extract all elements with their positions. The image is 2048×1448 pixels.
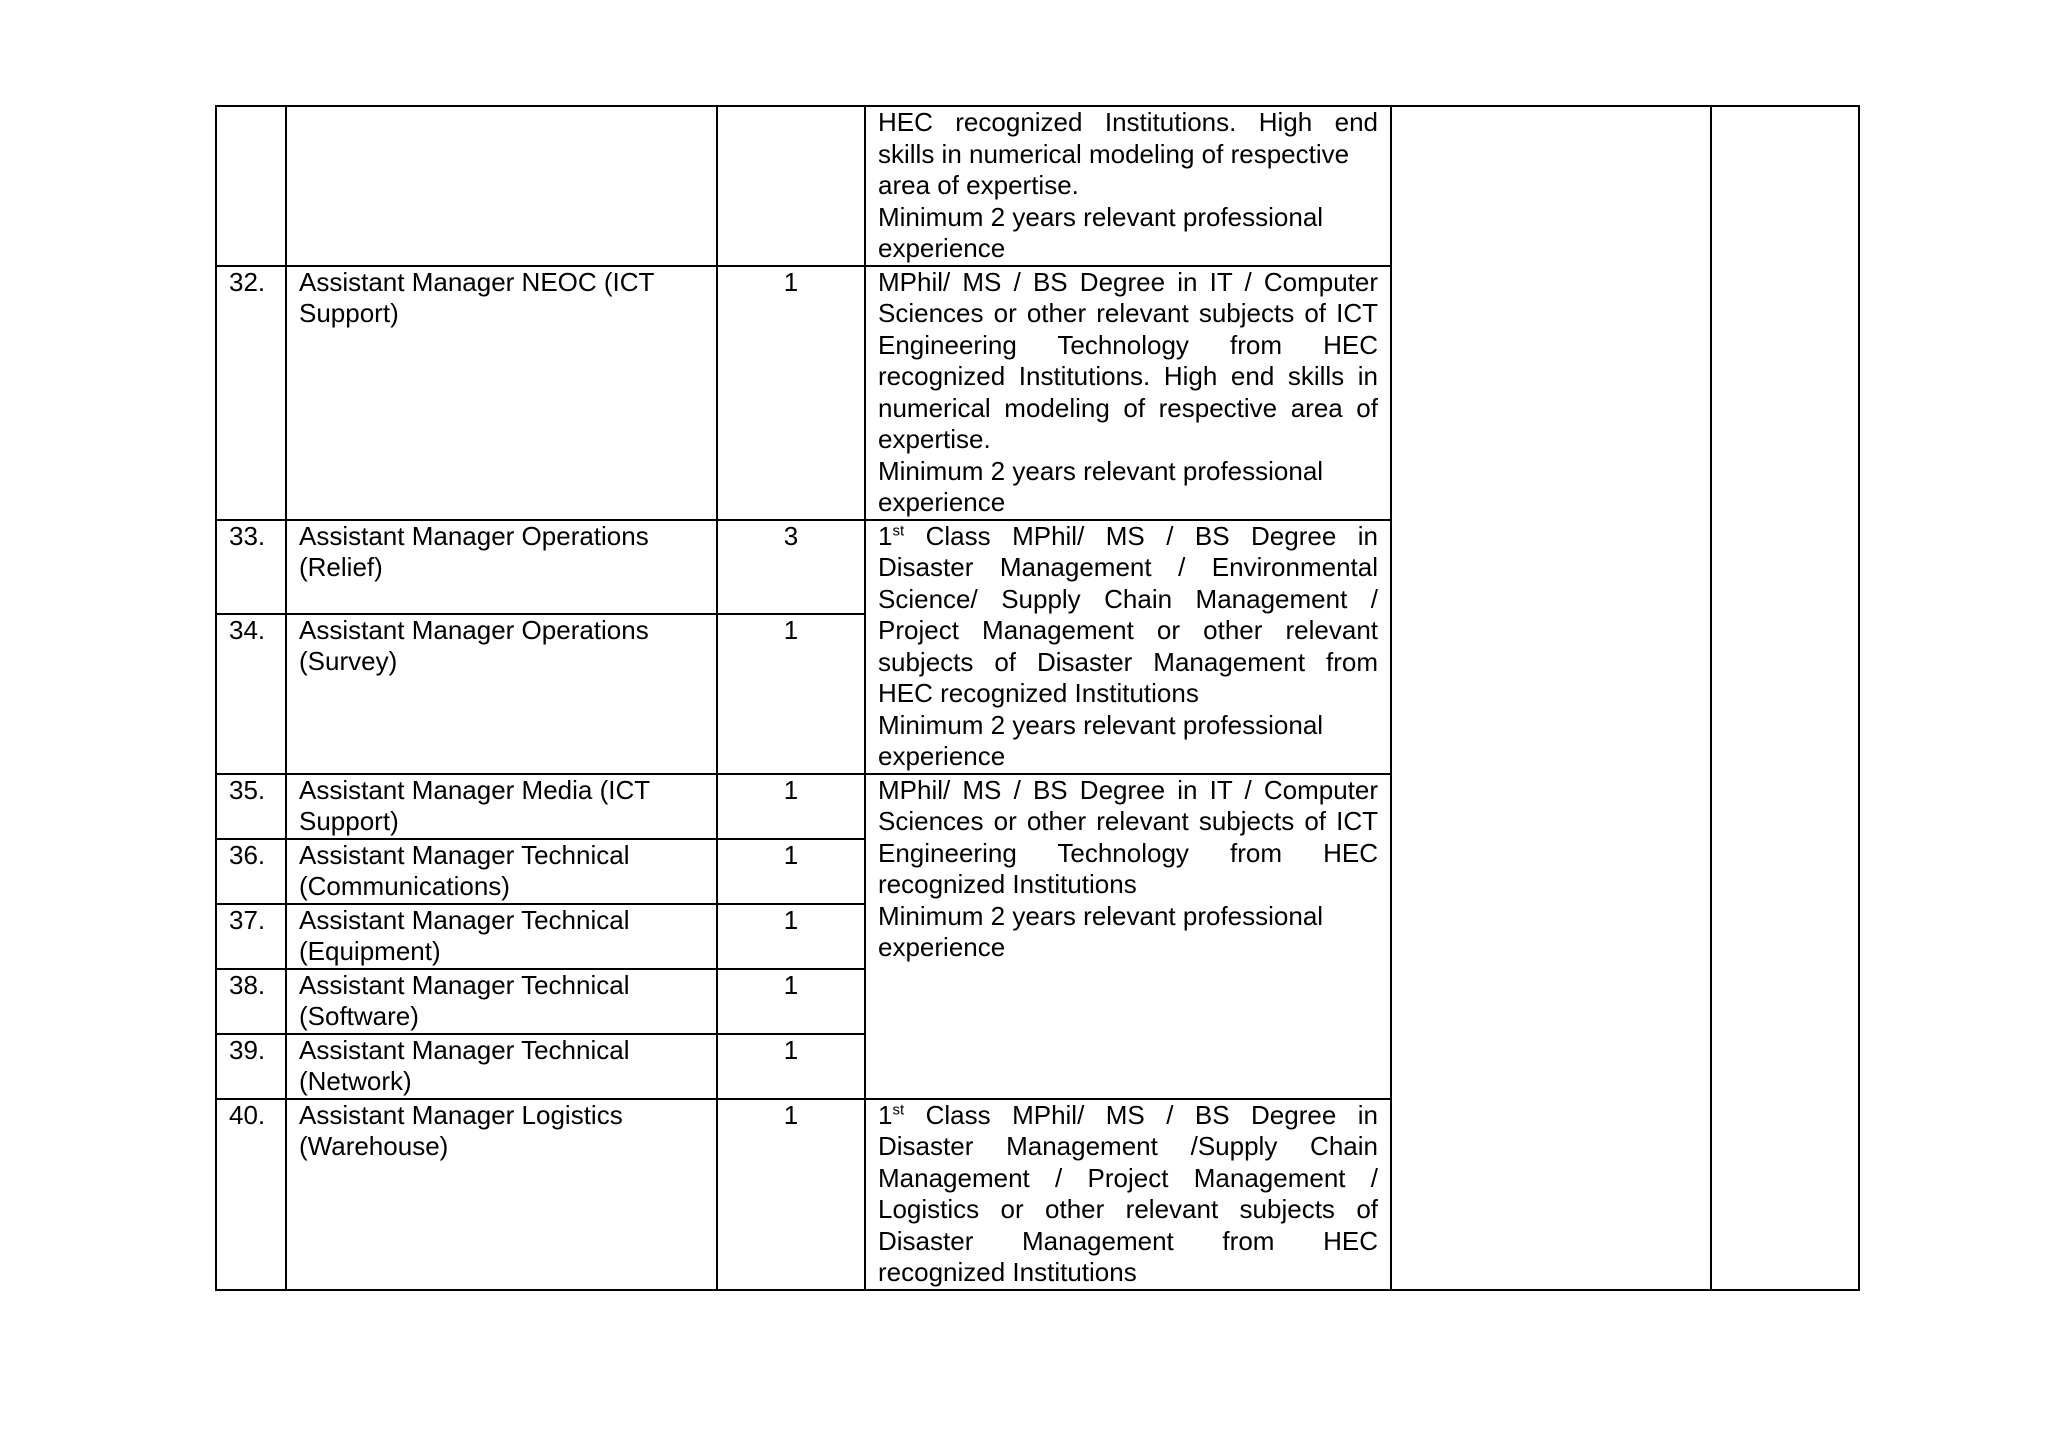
positions-cell: 1: [717, 839, 865, 904]
qualification-line: recognized Institutions. High end skills in: [878, 361, 1378, 391]
qualification-line: Science/ Supply Chain Management /: [878, 583, 1378, 614]
qualification-line: [878, 521, 1378, 553]
empty-column-cell: [1711, 106, 1859, 1290]
recruitment-table: [215, 105, 1860, 1291]
qualification-text: Class MPhil/ MS / BS Degree in: [904, 1099, 1378, 1130]
qualification-line: expertise.: [878, 424, 991, 454]
qualification-cell: [865, 774, 1391, 1099]
empty-column-cell: [1391, 106, 1711, 1290]
qualification-line: Sciences or other relevant subjects of ICT: [878, 298, 1378, 328]
qualification-line: numerical modeling of respective area of: [878, 392, 1378, 423]
experience-text: Minimum 2 years relevant professional experience: [878, 455, 1324, 517]
sno-cell: 33.: [216, 520, 286, 614]
positions-cell: 1: [717, 969, 865, 1034]
sno-cell: 37.: [216, 904, 286, 969]
post-cell: Assistant Manager Operations (Survey): [286, 614, 717, 774]
qualification-line: recognized Institutions: [878, 1257, 1137, 1287]
ordinal-number: 1: [878, 520, 893, 551]
qualification-line: Engineering Technology from HEC: [878, 837, 1378, 868]
positions-cell: [717, 106, 865, 266]
qualification-line: Engineering Technology from HEC: [878, 329, 1378, 360]
qualification-cell: [865, 1099, 1391, 1290]
qualification-line: MPhil/ MS / BS Degree in IT / Computer: [878, 774, 1378, 805]
post-cell: [286, 106, 717, 266]
post-cell: Assistant Manager Technical (Communications): [286, 839, 717, 904]
sno-cell: 40.: [216, 1099, 286, 1290]
ordinal-suffix: st: [892, 1100, 905, 1118]
qualification-line: Disaster Management from HEC: [878, 1225, 1378, 1256]
positions-cell: 1: [717, 774, 865, 839]
experience-text: Minimum 2 years relevant professional experience: [878, 201, 1324, 263]
qualification-line: Disaster Management / Environmental: [878, 552, 1378, 582]
experience-text: Minimum 2 years relevant professional experience: [878, 709, 1324, 771]
sno-cell: 39.: [216, 1034, 286, 1099]
qualification-line: Management / Project Management /: [878, 1162, 1378, 1193]
post-cell: Assistant Manager Operations (Relief): [286, 520, 717, 614]
qualification-line: Logistics or other relevant subjects of: [878, 1194, 1378, 1224]
post-cell: Assistant Manager Technical (Equipment): [286, 904, 717, 969]
positions-cell: 1: [717, 1034, 865, 1099]
post-cell: Assistant Manager Logistics (Warehouse): [286, 1099, 717, 1290]
positions-cell: 3: [717, 520, 865, 614]
positions-cell: 1: [717, 614, 865, 774]
qualification-text: Class MPhil/ MS / BS Degree in: [904, 520, 1378, 551]
positions-cell: 1: [717, 904, 865, 969]
experience-text: Minimum 2 years relevant professional experience: [878, 900, 1324, 962]
positions-cell: 1: [717, 266, 865, 520]
table-row-continuation: [216, 106, 1859, 266]
qualification-line: area of expertise.: [878, 170, 1079, 200]
sno-cell: 35.: [216, 774, 286, 839]
sno-cell: 38.: [216, 969, 286, 1034]
qualification-cell: [865, 520, 1391, 774]
qualification-line: Sciences or other relevant subjects of ICT: [878, 806, 1378, 836]
positions-cell: 1: [717, 1099, 865, 1290]
post-cell: Assistant Manager Media (ICT Support): [286, 774, 717, 839]
qualification-line: Project Management or other relevant: [878, 615, 1378, 645]
ordinal-suffix: st: [892, 521, 905, 539]
sno-cell: 36.: [216, 839, 286, 904]
qualification-cell: [865, 106, 1391, 266]
ordinal-number: 1: [878, 1099, 893, 1130]
post-cell: Assistant Manager Technical (Network): [286, 1034, 717, 1099]
qualification-line: [878, 1100, 1378, 1132]
qualification-cell: [865, 266, 1391, 520]
qualification-line: HEC recognized Institutions. High end: [878, 107, 1378, 137]
qualification-line: subjects of Disaster Management from: [878, 646, 1378, 677]
post-cell: Assistant Manager NEOC (ICT Support): [286, 266, 717, 520]
qualification-line: Disaster Management /Supply Chain: [878, 1131, 1378, 1161]
sno-cell: 32.: [216, 266, 286, 520]
sno-cell: 34.: [216, 614, 286, 774]
qualification-line: MPhil/ MS / BS Degree in IT / Computer: [878, 266, 1378, 297]
post-cell: Assistant Manager Technical (Software): [286, 969, 717, 1034]
qualification-line: HEC recognized Institutions: [878, 678, 1199, 708]
qualification-line: recognized Institutions: [878, 869, 1137, 899]
qualification-line: skills in numerical modeling of respective: [878, 138, 1350, 169]
sno-cell: [216, 106, 286, 266]
